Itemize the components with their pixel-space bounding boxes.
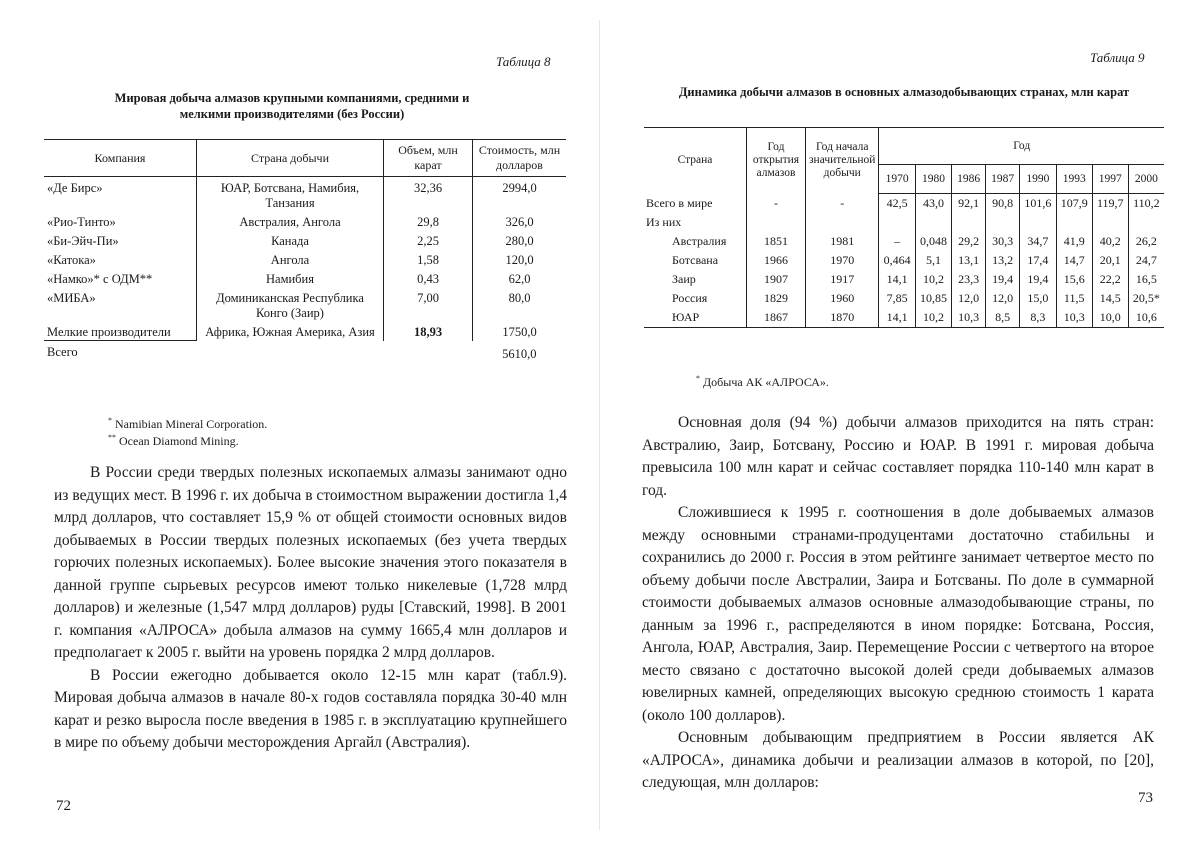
- table-8-footnotes: [108, 414, 267, 448]
- table-9-header: [644, 128, 1164, 165]
- year-cell: 1980: [915, 165, 951, 194]
- table-9-title: Динамика добычи алмазов в основных алмазодобывающих странах, млн карат: [678, 85, 1130, 99]
- paragraph: В России ежегодно добывается около 12-15 млн карат (табл.9). Мировая добыча алмазов в начале 80-х годов составляла порядка 30-40 млн карат и резко выросла после введения в 1985 г. в эксплуатацию крупнейшего в мире по объему добычи месторождения Аргайл (Австралия).: [54, 666, 567, 751]
- of-which-label: Из них: [646, 215, 682, 229]
- table-8-header: [44, 140, 566, 177]
- company-cell: Мелкие производители: [47, 325, 171, 339]
- country-cell: Ангола: [197, 249, 384, 268]
- year-cell: 1987: [986, 165, 1020, 194]
- table-8-col-country: Страна добычи: [197, 140, 384, 177]
- table-row: Заир 1907 1917 14,1 10,2 23,3 19,4 19,4 15,6 22,2 16,5: [644, 270, 1164, 289]
- company-cell: «Намко»* с ОДМ**: [47, 272, 153, 286]
- volume-cell: 32,36: [384, 177, 473, 212]
- table-row: [44, 230, 566, 249]
- table-row: [44, 321, 566, 341]
- table-row: Россия 1829 1960 7,85 10,85 12,0 12,0 15,0 11,5 14,5 20,5*: [644, 289, 1164, 308]
- company-cell: «Би-Эйч-Пи»: [47, 234, 119, 248]
- country-cell: Намибия: [197, 268, 384, 287]
- table-8-col-value: Стоимость, млн долларов: [473, 140, 567, 177]
- country-cell: Африка, Южная Америка, Азия: [197, 321, 384, 341]
- value-cell: 326,0: [473, 211, 567, 230]
- company-cell: «Де Бирс»: [47, 181, 103, 195]
- country-cell: ЮАР: [644, 308, 747, 328]
- total-label: Всего: [44, 341, 197, 362]
- volume-cell: 29,8: [384, 211, 473, 230]
- footnote: ** Ocean Diamond Mining.: [108, 433, 239, 448]
- paragraph: Основная доля (94 %) добычи алмазов приходится на пять стран: Австралию, Заир, Ботсвану, Россию и ЮАР. В 1991 г. мировая добыча превысила 100 млн карат и сейчас составляет порядка 110-140 млн карат в год.: [642, 414, 1154, 499]
- country-cell: Австралия, Ангола: [197, 211, 384, 230]
- table-8: [44, 139, 566, 362]
- country-cell: ЮАР, Ботсвана, Намибия, Танзания: [197, 177, 384, 212]
- value-cell: 62,0: [473, 268, 567, 287]
- paragraph: Сложившиеся к 1995 г. соотношения в доле добываемых алмазов между основными странами-продуцентами достаточно стабильны и сохранились до 2000 г. Россия в этом рейтинге занимает четвертое место по объему добычи после Австралии, Заира и Ботсваны. По доле в суммарной стоимости добываемых алмазов основные алмазодобывающие страны, по данным за 1996 г., распределяются в ином порядке: Ботсвана, Россия, Ангола, ЮАР, Австралия, Заир. Перемещение России с четвертого на второе место связано с достаточно высокой долей среди добываемых алмазов ювелирных камней, определяющих высокую среднюю стоимость 1 карата (около 100 долларов).: [642, 504, 1154, 724]
- table-8-total-row: [44, 341, 566, 362]
- year-cell: 1997: [1092, 165, 1128, 194]
- footnote: * Namibian Mineral Corporation.: [108, 416, 268, 431]
- table-row: [44, 287, 566, 321]
- value-cell: 2994,0: [473, 177, 567, 212]
- volume-cell: 1,58: [384, 249, 473, 268]
- table-row: Всего в мире - - 42,5 43,0 92,1 90,8 101,6 107,9 119,7 110,2: [644, 194, 1164, 214]
- company-cell: «Рио-Тинто»: [47, 215, 116, 229]
- table-9-col-start: Год начала значительной добычи: [806, 128, 879, 194]
- volume-cell: 2,25: [384, 230, 473, 249]
- country-cell: Всего в мире: [646, 195, 713, 210]
- country-cell: Заир: [672, 272, 696, 286]
- table-9-label: Таблица 9: [1090, 50, 1145, 65]
- value-cell: 120,0: [473, 249, 567, 268]
- page-number: 72: [56, 798, 71, 814]
- table-row: Австралия 1851 1981 – 0,048 29,2 30,3 34,7 41,9 40,2 26,2: [644, 232, 1164, 251]
- table-row: [44, 177, 566, 212]
- table-row: ЮАР 1867 1870 14,1 10,2 10,3 8,5 8,3 10,3 10,0 10,6: [644, 308, 1164, 328]
- table-row: [44, 211, 566, 230]
- table-9-col-country: Страна: [644, 128, 747, 194]
- value-cell: 1750,0: [473, 321, 567, 341]
- company-cell: «МИБА»: [47, 291, 96, 305]
- page-73: [600, 0, 1200, 849]
- table-8-label: Таблица 8: [496, 54, 551, 69]
- value-cell: 280,0: [473, 230, 567, 249]
- year-cell: 1990: [1020, 165, 1056, 194]
- table-9: [644, 127, 1164, 328]
- table-row: [644, 213, 1164, 232]
- table-9-footnote: * Добыча АК «АЛРОСА».: [696, 374, 829, 389]
- page-number: 73: [1138, 790, 1153, 806]
- year-cell: 1993: [1056, 165, 1092, 194]
- table-9-col-open: Год открытия алмазов: [747, 128, 806, 194]
- company-cell: «Катока»: [47, 253, 96, 267]
- value-cell: 80,0: [473, 287, 567, 321]
- table-8-col-company: Компания: [44, 140, 197, 177]
- table-9-col-year: Год: [879, 128, 1164, 165]
- volume-cell: 18,93: [384, 321, 473, 341]
- country-cell: Россия: [672, 291, 708, 305]
- year-cell: 1986: [952, 165, 986, 194]
- paragraph: В России среди твердых полезных ископаемых алмазы занимают одно из ведущих мест. В 1996 г. их добыча в стоимостном выражении достигла 1,4 млрд долларов, что составляет 15,9 % от общей стоимости основных видов добываемых в России твердых полезных ископаемых (без учета твердых горючих полезных ископаемых). Более высокие значения этого показателя в данной группе сырьевых ресурсов имеют только никелевые (1,728 млрд долларов) и железные (1,547 млрд долларов) руды [Ставский, 1998]. В 2001 г. компания «АЛРОСА» добыла алмазов на сумму 1665,4 млн долларов и предполагает к 2005 г. выйти на уровень порядка 2 млрд долларов.: [54, 464, 567, 661]
- country-cell: Ботсвана: [672, 253, 719, 267]
- volume-cell: 0,43: [384, 268, 473, 287]
- table-row: Ботсвана 1966 1970 0,464 5,1 13,1 13,2 17,4 14,7 20,1 24,7: [644, 251, 1164, 270]
- table-8-title: Мировая добыча алмазов крупными компаниями, средними и мелкими производителями (без России): [114, 91, 470, 121]
- year-cell: 2000: [1128, 165, 1164, 194]
- country-cell: Канада: [197, 230, 384, 249]
- page-73-body: [642, 412, 1154, 795]
- country-cell: Доминиканская Республика Конго (Заир): [197, 287, 384, 321]
- table-row: [44, 249, 566, 268]
- year-cell: 1970: [879, 165, 915, 194]
- table-8-col-volume: Объем, млн карат: [384, 140, 473, 177]
- country-cell: Австралия: [672, 234, 727, 248]
- page-72-body: [54, 462, 567, 755]
- paragraph: Основным добывающим предприятием в России является АК «АЛРОСА», динамика добычи и реализации алмазов в которой, по [20], следующая, млн долларов:: [642, 729, 1154, 791]
- total-value: 5610,0: [502, 346, 537, 361]
- table-row: [44, 268, 566, 287]
- volume-cell: 7,00: [384, 287, 473, 321]
